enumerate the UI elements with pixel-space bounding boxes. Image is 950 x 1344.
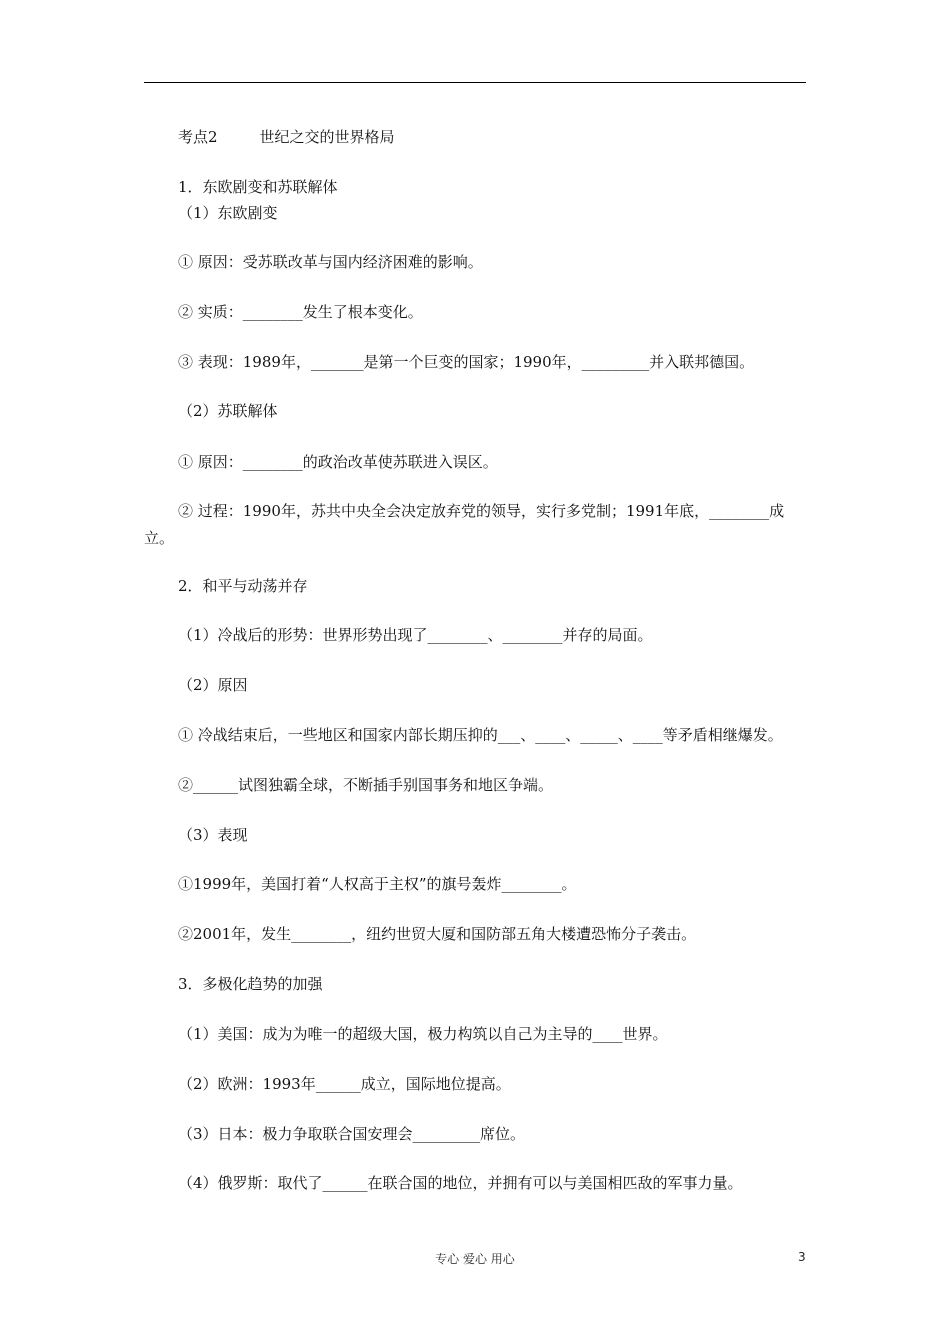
subheading-2-2: （2）原因 bbox=[178, 676, 248, 694]
item-line: （3）日本：极力争取联合国安理会_________席位。 bbox=[178, 1125, 526, 1143]
subheading-1-2: （2）苏联解体 bbox=[178, 402, 278, 420]
item-line-wrapped: ② 过程：1990年，苏共中央全会决定放弃党的领导，实行多党制；1991年底，________成立。 bbox=[144, 502, 785, 547]
heading-1: 1．东欧剧变和苏联解体 bbox=[178, 178, 338, 196]
page-number: 3 bbox=[798, 1250, 806, 1264]
footer-text: 专心 爱心 用心 bbox=[435, 1252, 515, 1266]
item-line: ① 冷战结束后，一些地区和国家内部长期压抑的___、____、_____、____等矛盾相继爆发。 bbox=[178, 726, 783, 744]
item-line: ①1999年，美国打着“人权高于主权”的旗号轰炸________。 bbox=[178, 875, 577, 893]
section-label: 考点2 bbox=[178, 128, 218, 146]
item-line: （2）欧洲：1993年______成立，国际地位提高。 bbox=[178, 1075, 511, 1093]
item-line: （1）冷战后的形势：世界形势出现了________、________并存的局面。 bbox=[178, 626, 653, 644]
heading-3: 3．多极化趋势的加强 bbox=[178, 975, 323, 993]
item-line: ① 原因：________的政治改革使苏联进入误区。 bbox=[178, 453, 498, 471]
item-line: ① 原因：受苏联改革与国内经济困难的影响。 bbox=[178, 253, 483, 271]
subheading-1-1: （1）东欧剧变 bbox=[178, 204, 278, 222]
item-line: ② 实质：________发生了根本变化。 bbox=[178, 303, 423, 321]
heading-2: 2．和平与动荡并存 bbox=[178, 577, 308, 595]
header-rule bbox=[144, 82, 806, 83]
item-line: ③ 表现：1989年，_______是第一个巨变的国家；1990年，_________并入联邦德国。 bbox=[178, 353, 755, 371]
item-line: （4）俄罗斯：取代了______在联合国的地位，并拥有可以与美国相匹敌的军事力量。 bbox=[178, 1174, 743, 1192]
subheading-2-3: （3）表现 bbox=[178, 826, 248, 844]
item-line: ②2001年，发生________，纽约世贸大厦和国防部五角大楼遭恐怖分子袭击。 bbox=[178, 925, 697, 943]
item-line: （1）美国：成为为唯一的超级大国，极力构筑以自己为主导的____世界。 bbox=[178, 1025, 668, 1043]
section-heading bbox=[178, 127, 395, 147]
item-line: ②______试图独霸全球，不断插手别国事务和地区争端。 bbox=[178, 776, 554, 794]
section-title: 世纪之交的世界格局 bbox=[259, 128, 395, 146]
